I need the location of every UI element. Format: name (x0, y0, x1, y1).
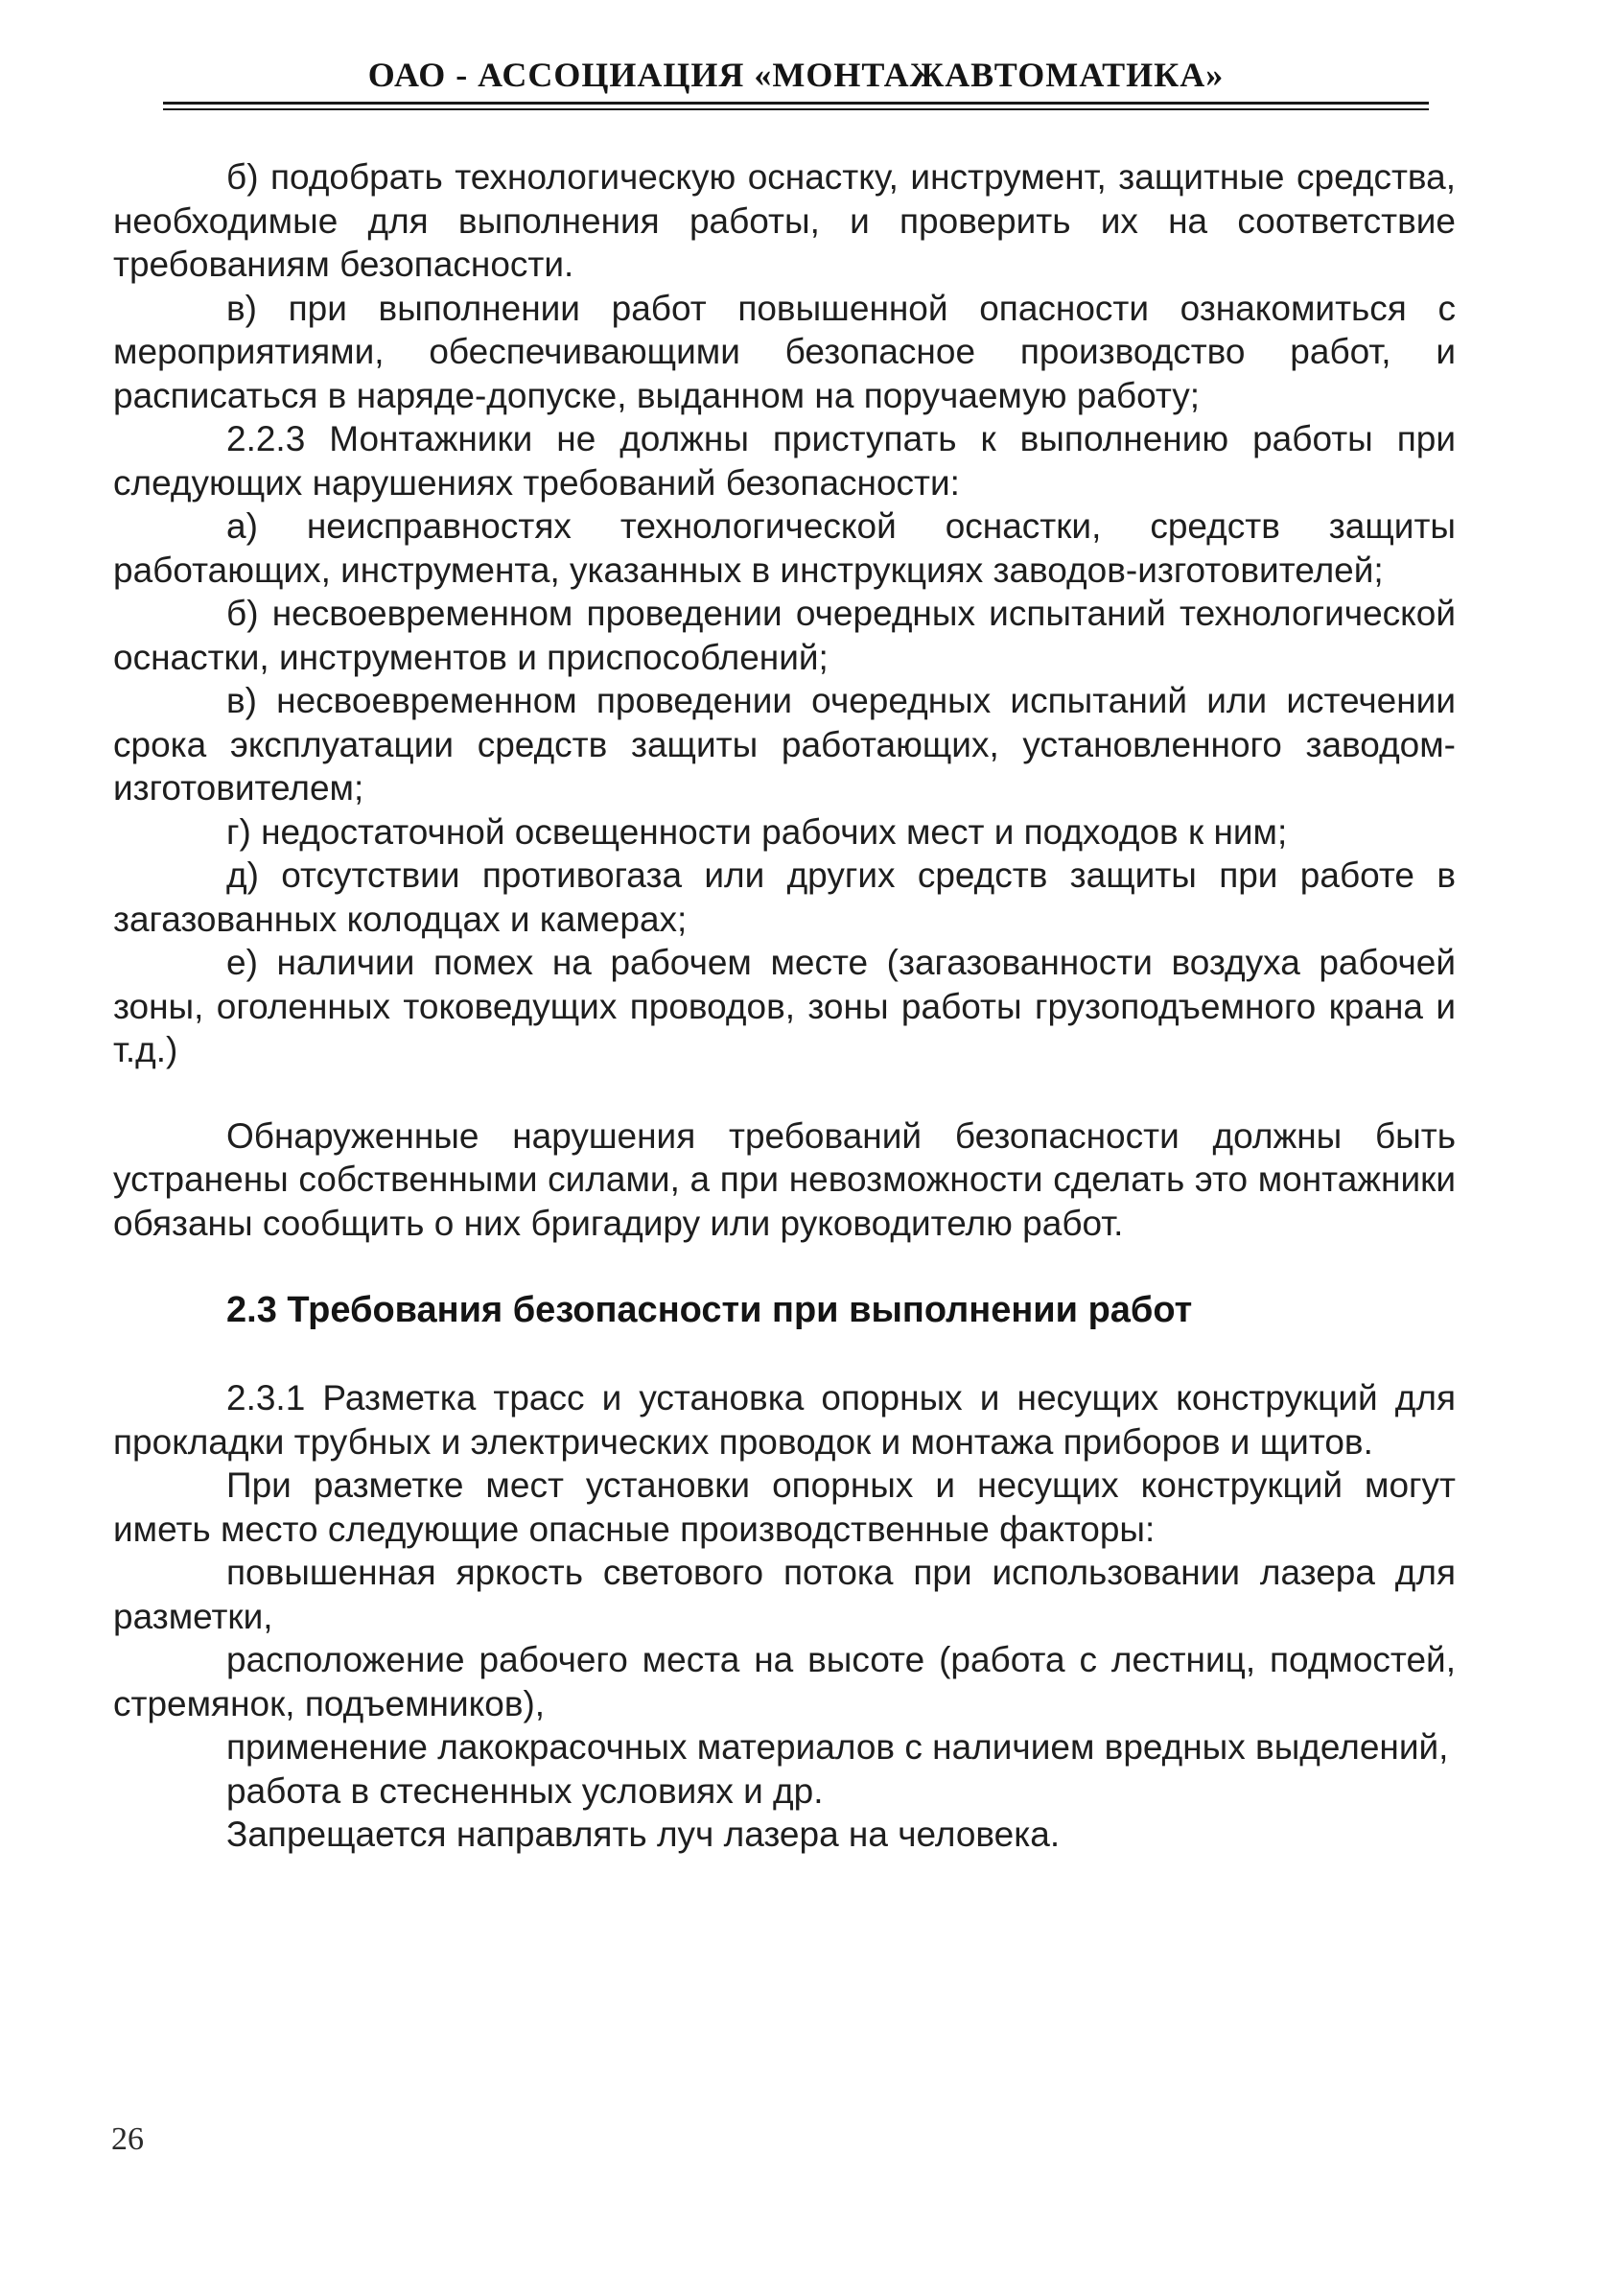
list-item-e: е) наличии помех на рабочем месте (загазованности воздуха рабочей зоны, оголенных токоведущих проводов, зоны работы грузоподъемного крана и т.д.) (113, 943, 1456, 1069)
paragraph-2-3-1: 2.3.1 Разметка трасс и установка опорных и несущих конструкций для прокладки трубных и электрических проводок и монтажа приборов и щитов. (113, 1378, 1456, 1462)
paragraph-v-high-risk-work: в) при выполнении работ повышенной опасности ознакомиться с мероприятиями, обеспечивающими безопасное производство работ, и расписаться в наряде-допуске, выданном на поручаемую работу; (113, 288, 1456, 415)
paragraph-2-2-3: 2.2.3 Монтажники не должны приступать к выполнению работы при следующих нарушениях требований безопасности: (113, 419, 1456, 503)
hazard-paint-materials: применение лакокрасочных материалов с наличием вредных выделений, (226, 1727, 1449, 1767)
section-heading-2-3: 2.3 Требования безопасности при выполнении работ (226, 1290, 1193, 1330)
organization-title: ОАО - АССОЦИАЦИЯ «МОНТАЖАВТОМАТИКА» (367, 56, 1225, 94)
list-item-v: в) несвоевременном проведении очередных испытаний или истечении срока эксплуатации средств защиты работающих, установленного заводом-изготовителем; (113, 681, 1456, 808)
list-item-g: г) недостаточной освещенности рабочих мест и подходов к ним; (226, 811, 1288, 852)
paragraph-violations: Обнаруженные нарушения требований безопасности должны быть устранены собственными силами, а при невозможности сделать это монтажники обязаны сообщить о них бригадиру или руководителю работ. (113, 1115, 1456, 1243)
list-item-a: а) неисправностях технологической оснастки, средств защиты работающих, инструмента, указанных в инструкциях заводов-изготовителей; (113, 506, 1456, 590)
list-item-b: б) несвоевременном проведении очередных испытаний технологической оснастки, инструментов и приспособлений; (113, 594, 1456, 677)
header-rule-top (163, 102, 1429, 105)
list-item-d: д) отсутствии противогаза или других средств защиты при работе в загазованных колодцах и камерах; (113, 855, 1456, 939)
page-body (113, 155, 1456, 1857)
paragraph-b-equipment: б) подобрать технологическую оснастку, инструмент, защитные средства, необходимые для выполнения работы, и проверить их на соответствие требованиям безопасности. (113, 157, 1456, 284)
hazard-laser-brightness: повышенная яркость светового потока при использовании лазера для разметки, (113, 1553, 1456, 1636)
paragraph-hazard-factors: При разметке мест установки опорных и несущих конструкций могут иметь место следующие опасные производственные факторы: (113, 1465, 1456, 1549)
hazard-height: расположение рабочего места на высоте (работа с лестниц, подмостей, стремянок, подъемников), (113, 1640, 1456, 1723)
page-header (163, 56, 1429, 94)
hazard-confined-space: работа в стесненных условиях и др. (226, 1770, 824, 1811)
laser-prohibition: Запрещается направлять луч лазера на человека. (226, 1815, 1061, 1854)
header-rule-bottom (163, 108, 1429, 110)
page-number: 26 (111, 2121, 144, 2157)
